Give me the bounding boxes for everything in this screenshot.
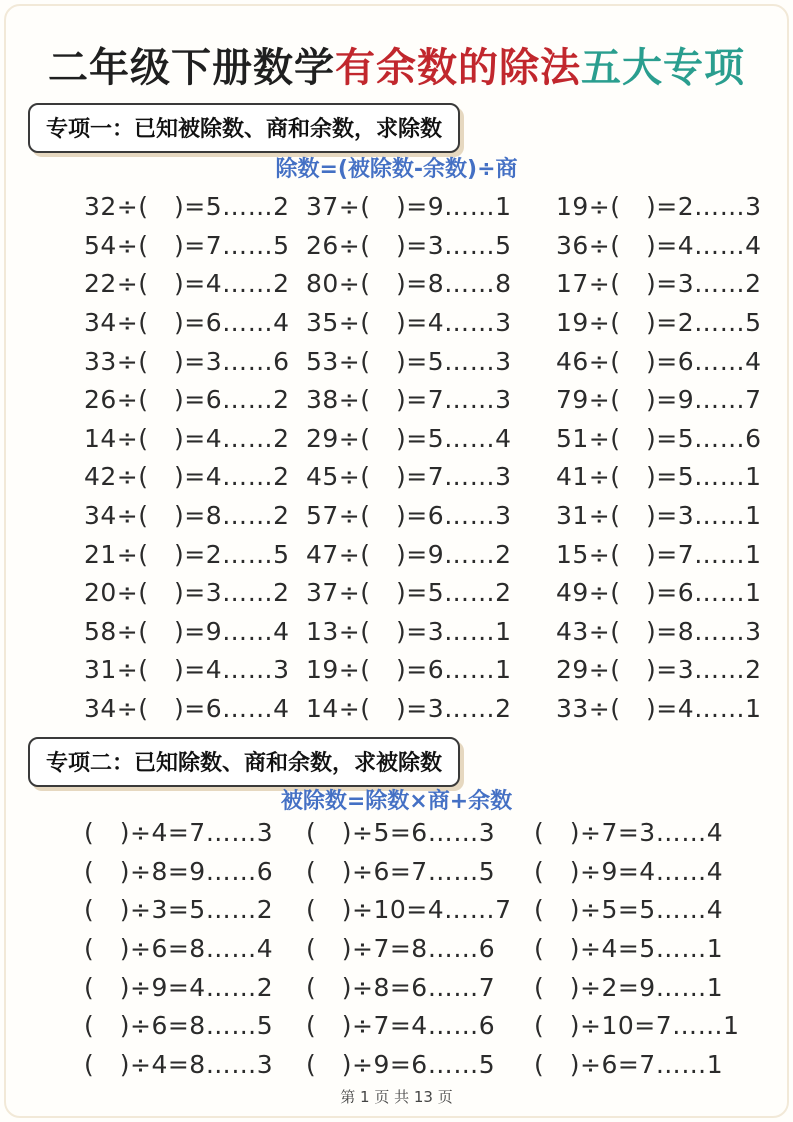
section1-row-2 [84,225,773,264]
section1-problem: 46÷( )=6……4 [556,346,762,376]
section1-problem: 26÷( )=6……2 [84,385,290,415]
section2-problem: ( )÷6=7……5 [306,856,496,886]
page-title-part-red: 有余数的除法 [335,44,581,91]
section2-problem: ( )÷2=9……1 [534,972,724,1002]
section2-problem: ( )÷6=8……4 [84,934,274,964]
section1-formula: 除数=(被除数-余数)÷商 [275,157,518,182]
section1-problem: 19÷( )=2……5 [556,308,762,338]
page-title-part-black: 二年级下册数学 [48,44,335,91]
section1-problem: 29÷( )=5……4 [306,423,512,453]
section1-problem: 34÷( )=6……4 [84,308,290,338]
section1-heading-box [28,103,460,153]
section1-problem: 33÷( )=3……6 [84,346,290,376]
section2-problem: ( )÷8=6……7 [306,972,496,1002]
section2-problem-grid [84,812,773,1082]
section1-row-12 [84,611,773,650]
section1-problem: 53÷( )=5……3 [306,346,512,376]
section2-problem: ( )÷10=4……7 [306,895,512,925]
section1-problem: 80÷( )=8……8 [306,269,512,299]
section1-problem: 29÷( )=3……2 [556,655,762,685]
section1-row-8 [84,456,773,495]
section2-problem: ( )÷4=5……1 [534,934,724,964]
section1-problem: 37÷( )=9……1 [306,192,512,222]
section1-problem: 14÷( )=3……2 [306,694,512,724]
section1-problem: 14÷( )=4……2 [84,423,290,453]
section1-problem: 45÷( )=7……3 [306,462,512,492]
section2-problem: ( )÷9=4……2 [84,972,274,1002]
section1-problem: 36÷( )=4……4 [556,230,762,260]
section2-problem: ( )÷7=3……4 [534,818,724,848]
section1-problem: 34÷( )=8……2 [84,501,290,531]
page-title [0,36,793,93]
section1-row-11 [84,572,773,611]
section2-problem: ( )÷6=7……1 [534,1049,724,1079]
section2-problem: ( )÷8=9……6 [84,856,274,886]
section1-problem: 22÷( )=4……2 [84,269,290,299]
section2-problem: ( )÷5=6……3 [306,818,496,848]
section1-problem-grid [84,186,773,726]
section1-problem: 19÷( )=2……3 [556,192,762,222]
section1-problem: 49÷( )=6……1 [556,578,762,608]
section1-problem: 31÷( )=4……3 [84,655,290,685]
section1-problem: 54÷( )=7……5 [84,230,290,260]
section2-row-5 [84,966,773,1005]
section2-problem: ( )÷4=8……3 [84,1049,274,1079]
section1-row-3 [84,263,773,302]
section2-problem: ( )÷5=5……4 [534,895,724,925]
section2-problem: ( )÷6=8……5 [84,1011,274,1041]
section1-problem: 15÷( )=7……1 [556,539,762,569]
section2-problem: ( )÷9=4……4 [534,856,724,886]
section1-heading: 专项一：已知被除数、商和余数，求除数 [46,117,443,142]
section1-row-4 [84,302,773,341]
section2-formula: 被除数=除数×商+余数 [280,789,513,814]
section1-row-5 [84,340,773,379]
section1-row-13 [84,649,773,688]
section1-row-1 [84,186,773,225]
section1-problem: 43÷( )=8……3 [556,616,762,646]
section2-problem: ( )÷7=8……6 [306,934,496,964]
section2-row-6 [84,1005,773,1044]
section1-problem: 34÷( )=6……4 [84,694,290,724]
section2-row-4 [84,928,773,967]
section1-problem: 19÷( )=6……1 [306,655,512,685]
section1-problem: 47÷( )=9……2 [306,539,512,569]
section1-problem: 79÷( )=9……7 [556,385,762,415]
section2-problem: ( )÷3=5……2 [84,895,274,925]
section2-heading-box [28,737,460,787]
section2-problem: ( )÷4=7……3 [84,818,274,848]
section1-problem: 38÷( )=7……3 [306,385,512,415]
section1-row-6 [84,379,773,418]
section2-problem: ( )÷10=7……1 [534,1011,740,1041]
page-title-part-teal: 五大专项 [581,44,745,91]
section2-row-1 [84,812,773,851]
section1-problem: 41÷( )=5……1 [556,462,762,492]
section2-problem: ( )÷9=6……5 [306,1049,496,1079]
section1-problem: 35÷( )=4……3 [306,308,512,338]
section1-problem: 13÷( )=3……1 [306,616,512,646]
section2-row-3 [84,889,773,928]
section1-problem: 37÷( )=5……2 [306,578,512,608]
section1-problem: 31÷( )=3……1 [556,501,762,531]
section2-heading: 专项二：已知除数、商和余数，求被除数 [46,751,443,776]
section1-row-7 [84,418,773,457]
section2-row-7 [84,1044,773,1083]
section1-problem: 57÷( )=6……3 [306,501,512,531]
section1-problem: 21÷( )=2……5 [84,539,290,569]
section1-row-10 [84,533,773,572]
section2-problem: ( )÷7=4……6 [306,1011,496,1041]
section1-problem: 42÷( )=4……2 [84,462,290,492]
section1-problem: 20÷( )=3……2 [84,578,290,608]
section2-row-2 [84,851,773,890]
section1-problem: 33÷( )=4……1 [556,694,762,724]
section1-problem: 51÷( )=5……6 [556,423,762,453]
section1-problem: 17÷( )=3……2 [556,269,762,299]
section1-row-14 [84,688,773,727]
section1-problem: 32÷( )=5……2 [84,192,290,222]
section1-problem: 58÷( )=9……4 [84,616,290,646]
section1-problem: 26÷( )=3……5 [306,230,512,260]
page-footer: 第 1 页 共 13 页 [340,1088,453,1106]
section1-row-9 [84,495,773,534]
